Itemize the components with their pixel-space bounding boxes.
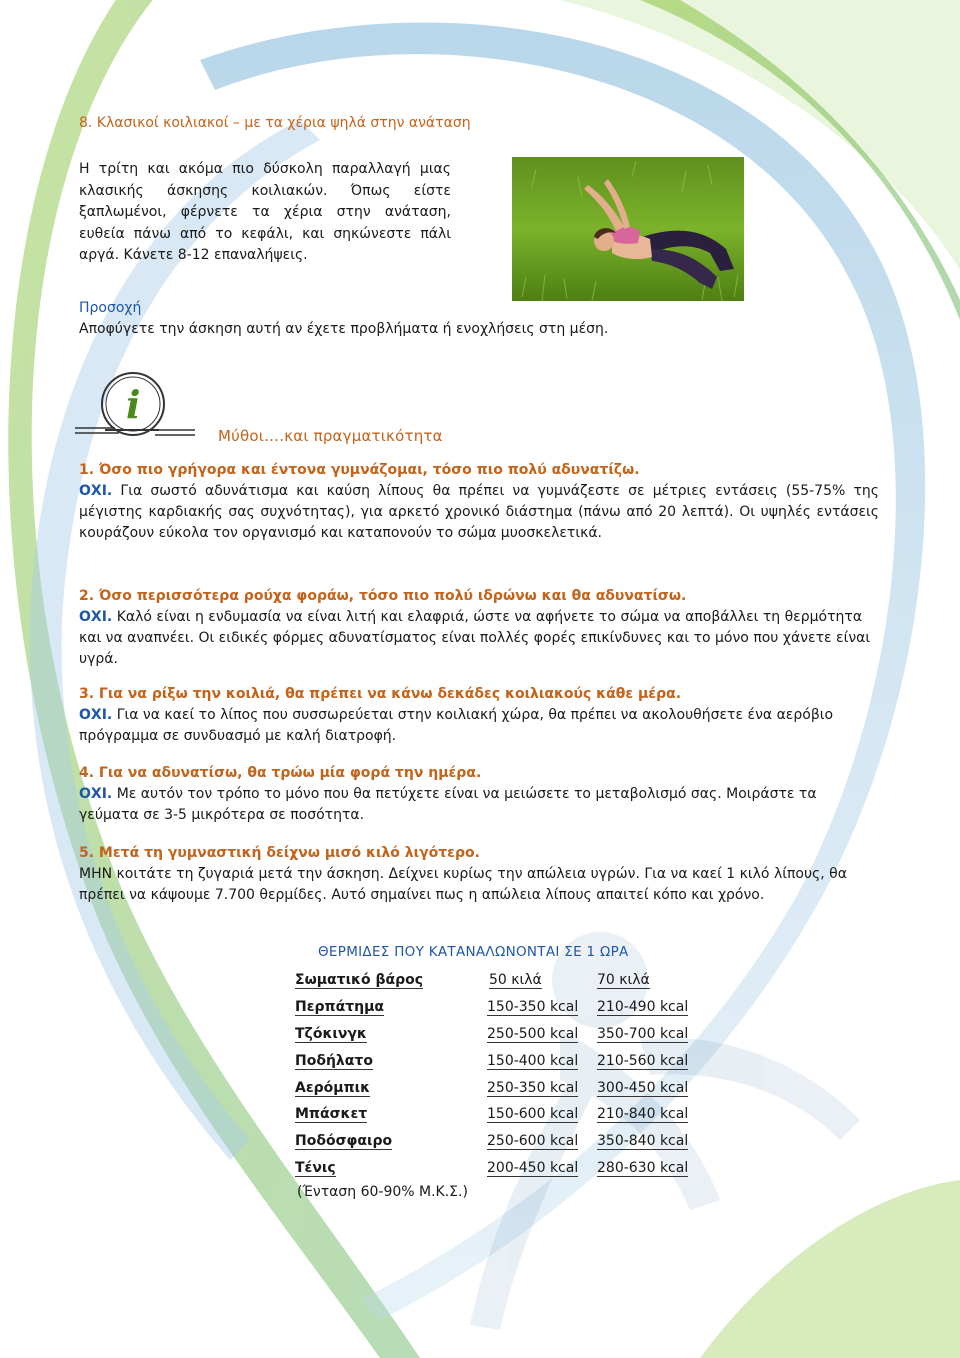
calorie-table-title: ΘΕΡΜΙΔΕΣ ΠΟΥ ΚΑΤΑΝΑΛΩΝΟΝΤΑΙ ΣΕ 1 ΩΡΑ [318, 944, 629, 960]
myth-answer-text: Για σωστό αδυνάτισμα και καύση λίπους θα πρέπει να γυμνάζεστε σε μέτριες εντάσεις (55-75% της μέγιστης καρδιακής σας συχνότητας), για αρκετό χρονικό διάστημα (πάνω από 20 λεπτά). Οι υψηλές εντάσεις κουράζουν εύκολα τον οργανισμό και καταπονούν το σώμα μυοσκελετικά. [79, 483, 879, 541]
section-title: 8. Κλασικοί κοιλιακοί – με τα χέρια ψηλά στην ανάταση [79, 115, 471, 131]
attention-text: Αποφύγετε την άσκηση αυτή αν έχετε προβλήματα ή ενοχλήσεις στη μέση. [79, 321, 609, 337]
myth-verdict: ΟΧΙ. [79, 786, 113, 802]
myth-item [79, 763, 879, 826]
table-row: Ποδήλατο 150-400 kcal 210-560 kcal [295, 1052, 689, 1069]
header-cell: 50 κιλά [489, 972, 542, 989]
myth-answer [79, 481, 879, 544]
info-icon [75, 368, 195, 448]
myth-verdict: ΟΧΙ. [79, 483, 113, 499]
myths-title: Μύθοι….και πραγματικότητα [218, 427, 443, 445]
myth-answer [79, 784, 879, 826]
myth-answer-text: ΜΗΝ κοιτάτε τη ζυγαριά μετά την άσκηση. Δείχνει κυρίως την απώλεια υγρών. Για να καεί 1 κιλό λίπους, θα πρέπει να κάψουμε 7.700 θερμίδες. Αυτό σημαίνει πως η απώλεια λίπους απαιτεί κόπο και χρόνο. [79, 866, 847, 903]
table-row: Μπάσκετ 150-600 kcal 210-840 kcal [295, 1106, 689, 1123]
myth-question: 3. Για να ρίξω την κοιλιά, θα πρέπει να κάνω δεκάδες κοιλιακούς κάθε μέρα. [79, 686, 682, 702]
table-row: Ποδόσφαιρο 250-600 kcal 350-840 kcal [295, 1133, 689, 1150]
myth-answer [79, 864, 879, 906]
myth-answer [79, 705, 879, 747]
header-cell: 70 κιλά [597, 972, 650, 989]
header-cell: Σωματικό βάρος [295, 972, 424, 989]
myth-verdict: ΟΧΙ. [79, 609, 113, 625]
myth-question: 5. Μετά τη γυμναστική δείχνω μισό κιλό λιγότερο. [79, 845, 480, 861]
myth-answer-text: Καλό είναι η ενδυμασία να είναι λιτή και ελαφριά, ώστε να αφήνετε το σώμα να αποβάλλει τη θερμότητα και να αναπνέει. Οι ειδικές φόρμες αδυνατίσματος είναι πολλές φορές επικίνδυνες και το μόνο που χάνετε είναι υγρά. [79, 609, 871, 667]
attention-label: Προσοχή [79, 300, 142, 316]
myth-item [79, 586, 879, 670]
myth-question: 4. Για να αδυνατίσω, θα τρώω μία φορά την ημέρα. [79, 765, 482, 781]
table-row: Τζόκινγκ 250-500 kcal 350-700 kcal [295, 1025, 689, 1042]
exercise-description: Η τρίτη και ακόμα πιο δύσκολη παραλλαγή μιας κλασικής άσκησης κοιλιακών. Όπως είστε ξαπλωμένοι, φέρνετε τα χέρια στην ανάταση, ευθεία πάνω από το κεφάλι, και σηκώνεστε πάλι αργά. Κάνετε 8-12 επαναλήψεις. [79, 161, 451, 263]
myth-question: 2. Όσο περισσότερα ρούχα φοράω, τόσο πιο πολύ ιδρώνω και θα αδυνατίσω. [79, 588, 687, 604]
myth-item [79, 684, 879, 747]
myth-verdict: ΟΧΙ. [79, 707, 113, 723]
myth-question: 1. Όσο πιο γρήγορα και έντονα γυμνάζομαι, τόσο πιο πολύ αδυνατίζω. [79, 462, 640, 478]
table-row: Τένις 200-450 kcal 280-630 kcal [295, 1159, 689, 1176]
calorie-table [295, 967, 707, 1181]
table-row: Αερόμπικ 250-350 kcal 300-450 kcal [295, 1079, 689, 1096]
calorie-table-note: (Ένταση 60-90% Μ.Κ.Σ.) [297, 1184, 468, 1200]
table-row: Περπάτημα 150-350 kcal 210-490 kcal [295, 999, 689, 1016]
myth-answer-text: Για να καεί το λίπος που συσσωρεύεται στην κοιλιακή χώρα, θα πρέπει να ακολουθήσετε ένα αερόβιο πρόγραμμα σε συνδυασμό με καλή διατροφή. [79, 707, 834, 744]
exercise-photo [512, 157, 744, 301]
myth-item [79, 460, 879, 544]
myth-item [79, 843, 879, 906]
myth-answer-text: Με αυτόν τον τρόπο το μόνο που θα πετύχετε είναι να μειώσετε το μεταβολισμό σας. Μοιράστε τα γεύματα σε 3-5 μικρότερα σε ποσότητα. [79, 786, 817, 823]
info-icon-letter: i [126, 382, 141, 427]
table-header-row [295, 967, 707, 994]
attention-note [79, 298, 608, 340]
myth-answer [79, 607, 879, 670]
